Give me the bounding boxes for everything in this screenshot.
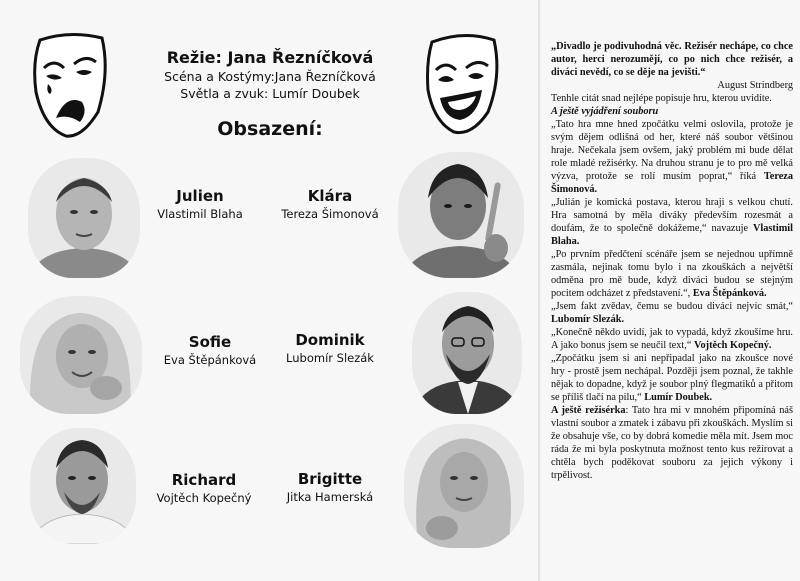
cast-item-klara xyxy=(260,187,400,222)
statement-author: Tereza Šimonová. xyxy=(551,171,793,195)
cast-title: Obsazení: xyxy=(217,118,323,140)
intro-paragraph: Tenhle citát snad nejlépe popisuje hru, kterou uvidíte. xyxy=(551,93,772,104)
director-label: A ještě režisérka xyxy=(551,405,626,416)
director-line: Režie: Jana Řezníčková xyxy=(166,48,374,67)
cast-item-brigitte xyxy=(260,470,400,505)
cast-item-richard xyxy=(134,471,274,506)
actor-name: Vlastimil Blaha xyxy=(157,207,243,221)
statement-paragraph xyxy=(551,326,793,352)
cast-item-sofie xyxy=(140,333,280,368)
comedy-mask-icon xyxy=(424,32,502,142)
statement-author: Lumír Doubek. xyxy=(644,392,713,403)
actor-name: Eva Štěpánková xyxy=(163,353,257,367)
statement-paragraph xyxy=(551,352,793,404)
light-sound-line: Světla a zvuk: Lumír Doubek xyxy=(180,86,360,101)
statement-text: „Jsem fakt zvědav, čemu se budou diváci nejvíc smát,“ xyxy=(551,301,793,312)
role-name: Brigitte xyxy=(297,470,363,488)
statement-author: Eva Štěpánková. xyxy=(692,288,767,299)
quote-author: August Strindberg xyxy=(717,80,793,91)
statement-author: Lubomír Slezák. xyxy=(551,314,625,325)
statement-paragraph xyxy=(551,300,793,326)
statement-paragraph xyxy=(551,196,793,248)
tragedy-mask-icon xyxy=(30,32,110,144)
actor-name: Tereza Šimonová xyxy=(281,207,379,221)
photo-eva-stepankova xyxy=(20,296,142,414)
statement-text: „Julián je komická postava, kterou hraji s velkou chutí. Hra samotná by měla diváky především rozesmát a doufám, že to společně dokážeme,“ navazuje xyxy=(551,197,793,234)
photo-tereza-simonova xyxy=(398,152,524,278)
statement-author: Vojtěch Kopečný. xyxy=(694,340,772,351)
photo-vlastimil-blaha xyxy=(28,158,140,278)
statement-text: „Zpočátku jsem si ani nepřipadal jako na zkoušce nové hry - prostě jsem nechápal. Později jsem poznal, že takhle nějak to dopadne, když je soubor plný flegmatiků a přitom se příliš tlačí na pilu,“ xyxy=(551,353,793,403)
article-text xyxy=(551,40,793,482)
statement-text: „Tato hra mne hned zpočátku velmi oslovila, protože je svým dějem odlišná od her, které náš soubor většinou hraje. Nečekala jsem ovšem, jaký problém mi bude dělat role mladé režisérky. Na druhou stranu je to pro mě velká výzva, protože se rolí musím poprat,“ říká xyxy=(551,119,793,182)
cast-item-dominik xyxy=(260,331,400,366)
statement-author: Vlastimil Blaha. xyxy=(551,223,794,247)
actor-name: Lubomír Slezák xyxy=(286,351,374,365)
role-name: Richard xyxy=(171,471,237,489)
role-name: Sofie xyxy=(188,333,232,351)
photo-jitka-hamerska xyxy=(404,424,524,548)
statement-text: „Po prvním předčtení scénáře jsem se nejednou upřímně zasmála, nejinak tomu bylo i na zkouškách a největší odměna pro mě bude, když diváci budou se stejným pocitem odcházet z představení.“, xyxy=(551,249,793,299)
role-name: Dominik xyxy=(295,331,365,349)
director-statement-text: : Tato hra mi v mnohém připomíná náš vlastní soubor a zmatek i zábavu při zkouškách. Myslím si že obsahuje vše, co by dobrá komedie měla mít. Jsem moc ráda že mi byla poskytnuta možnost tento kus režírovat a chtěla bych poděkovat souboru za jejich výkony i trpělivost. xyxy=(551,405,793,481)
role-name: Klára xyxy=(307,187,353,205)
strindberg-quote: „Divadlo je podivuhodná věc. Režisér nechápe, co chce autor, herci nerozumějí, co po nich chce režisér, a diváci nevědí, co se děje na jevišti.“ xyxy=(551,41,793,78)
role-name: Julien xyxy=(176,187,224,205)
photo-lubomir-slezak xyxy=(412,292,522,414)
scene-costume-line: Scéna a Kostýmy:Jana Řezníčková xyxy=(164,69,376,84)
section-subheading: A ještě vyjádření souboru xyxy=(551,106,659,117)
director-statement xyxy=(551,404,793,482)
actor-name: Jitka Hamerská xyxy=(286,490,374,504)
actor-name: Vojtěch Kopečný xyxy=(156,491,252,505)
cast-item-julien xyxy=(130,187,270,222)
statement-paragraph xyxy=(551,248,793,300)
statement-text: „Konečně někdo uvidí, jak to vypadá, když zkoušíme hru. A jako bonus jsem se neučil text,“ xyxy=(551,327,793,351)
credits-block xyxy=(140,48,400,102)
photo-vojtech-kopecny xyxy=(30,428,136,544)
statement-paragraph xyxy=(551,118,793,196)
page-fold xyxy=(538,0,540,581)
